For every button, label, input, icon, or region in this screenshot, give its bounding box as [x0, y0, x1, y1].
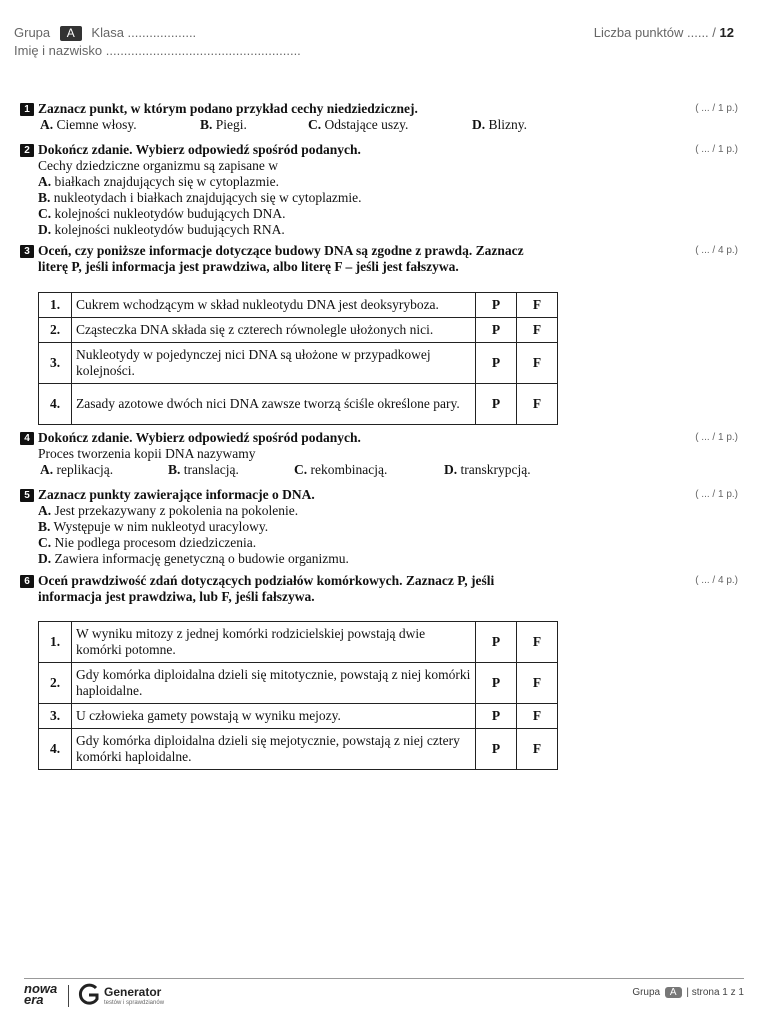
table-row [39, 622, 558, 663]
page-info [632, 987, 744, 998]
table-row [39, 729, 558, 770]
total-points: Liczba punktów ...... / 12 [593, 25, 734, 40]
false-option[interactable]: F [517, 729, 558, 770]
row-number: 4. [39, 384, 72, 425]
question-number: 4 [20, 432, 34, 445]
false-option[interactable]: F [517, 343, 558, 384]
option-a[interactable]: A. Ciemne włosy. [40, 117, 137, 132]
question-stem: Cechy dziedziczne organizmu są zapisane w [38, 158, 279, 173]
statement: Gdy komórka diploidalna dzieli się mejotycznie, powstają z niej cztery komórki haploidalne. [72, 729, 476, 770]
logo-divider [68, 985, 69, 1007]
table-row [39, 293, 558, 318]
statement: Zasady azotowe dwóch nici DNA zawsze tworzą ściśle określone pary. [72, 384, 476, 425]
question-number: 1 [20, 103, 34, 116]
option-d[interactable]: D. kolejności nukleotydów budujących RNA. [38, 222, 285, 237]
question-stem: Proces tworzenia kopii DNA nazywamy [38, 446, 256, 461]
table-row [39, 704, 558, 729]
option-c[interactable]: C. kolejności nukleotydów budujących DNA. [38, 206, 286, 221]
true-option[interactable]: P [476, 318, 517, 343]
true-option[interactable]: P [476, 729, 517, 770]
footer-group-badge: A [665, 987, 682, 998]
option-b[interactable]: B. Występuje w nim nukleotyd uracylowy. [38, 519, 269, 534]
false-option[interactable]: F [517, 622, 558, 663]
true-option[interactable]: P [476, 293, 517, 318]
table-row [39, 384, 558, 425]
row-number: 3. [39, 704, 72, 729]
statement: Cukrem wchodzącym w skład nukleotydu DNA jest deoksyryboza. [72, 293, 476, 318]
option-d[interactable]: D. Blizny. [472, 117, 527, 132]
table-row [39, 343, 558, 384]
statement: Gdy komórka diploidalna dzieli się mitotycznie, powstają z niej komórki haploidalne. [72, 663, 476, 704]
answer-options [40, 462, 738, 478]
false-option[interactable]: F [517, 704, 558, 729]
true-option[interactable]: P [476, 663, 517, 704]
question-text: Dokończ zdanie. Wybierz odpowiedź spośród podanych. [38, 430, 361, 445]
question-text: Oceń prawdziwość zdań dotyczących podziałów komórkowych. Zaznacz P, jeśli [38, 573, 495, 588]
true-false-table-q6 [38, 621, 558, 770]
question-1 [20, 101, 738, 133]
true-option[interactable]: P [476, 343, 517, 384]
question-6 [20, 573, 738, 605]
question-points: ( ... / 4 p.) [695, 245, 738, 256]
true-option[interactable]: P [476, 622, 517, 663]
table-row [39, 318, 558, 343]
footer-group-label: Grupa [632, 987, 661, 998]
question-5 [20, 487, 738, 567]
row-number: 1. [39, 622, 72, 663]
group-label: Grupa [14, 25, 51, 40]
false-option[interactable]: F [517, 318, 558, 343]
page-footer [24, 978, 744, 1015]
question-2 [20, 142, 738, 238]
question-number: 5 [20, 489, 34, 502]
generator-subtitle: testów i sprawdzianów [104, 1000, 165, 1006]
table-row [39, 663, 558, 704]
false-option[interactable]: F [517, 293, 558, 318]
question-4 [20, 430, 738, 478]
question-number: 3 [20, 245, 34, 258]
question-text-cont: literę P, jeśli informacja jest prawdziwa, albo literę F – jeśli jest fałszywa. [38, 259, 459, 274]
statement: Nukleotydy w pojedynczej nici DNA są ułożone w przypadkowej kolejności. [72, 343, 476, 384]
option-b[interactable]: B. translacją. [168, 462, 239, 477]
row-number: 1. [39, 293, 72, 318]
question-text: Zaznacz punkty zawierające informacje o DNA. [38, 487, 315, 502]
answer-options [40, 117, 738, 133]
row-number: 3. [39, 343, 72, 384]
question-points: ( ... / 1 p.) [695, 103, 738, 114]
question-number: 6 [20, 575, 34, 588]
page-number: | strona 1 z 1 [686, 987, 744, 998]
row-number: 2. [39, 318, 72, 343]
group-badge: A [60, 26, 82, 41]
question-number: 2 [20, 144, 34, 157]
question-points: ( ... / 1 p.) [695, 489, 738, 500]
generator-title: Generator [104, 985, 162, 999]
row-number: 2. [39, 663, 72, 704]
option-b[interactable]: B. nukleotydach i białkach znajdujących się w cytoplazmie. [38, 190, 362, 205]
option-c[interactable]: C. Odstające uszy. [308, 117, 409, 132]
option-a[interactable]: A. białkach znajdujących się w cytoplazmie. [38, 174, 280, 189]
statement: U człowieka gamety powstają w wyniku mejozy. [72, 704, 476, 729]
question-text: Zaznacz punkt, w którym podano przykład cechy niedziedzicznej. [38, 101, 418, 116]
option-c[interactable]: C. Nie podlega procesom dziedziczenia. [38, 535, 257, 550]
false-option[interactable]: F [517, 663, 558, 704]
option-d[interactable]: D. Zawiera informację genetyczną o budowie organizmu. [38, 551, 349, 566]
question-points: ( ... / 1 p.) [695, 432, 738, 443]
option-d[interactable]: D. transkrypcją. [444, 462, 531, 477]
class-field: Klasa ................... [91, 25, 197, 40]
option-b[interactable]: B. Piegi. [200, 117, 247, 132]
option-c[interactable]: C. rekombinacją. [294, 462, 388, 477]
header-line-1 [14, 24, 734, 42]
question-points: ( ... / 1 p.) [695, 144, 738, 155]
worksheet-header [14, 24, 734, 60]
true-option[interactable]: P [476, 704, 517, 729]
question-points: ( ... / 4 p.) [695, 575, 738, 586]
true-option[interactable]: P [476, 384, 517, 425]
statement: Cząsteczka DNA składa się z czterech równolegle ułożonych nici. [72, 318, 476, 343]
nowa-era-logo: nowa era [24, 981, 58, 1007]
row-number: 4. [39, 729, 72, 770]
true-false-table-q3 [38, 292, 558, 425]
option-a[interactable]: A. Jest przekazywany z pokolenia na pokolenie. [38, 503, 299, 518]
question-text-cont: informacja jest prawdziwa, lub F, jeśli fałszywa. [38, 589, 315, 604]
question-3 [20, 243, 738, 275]
question-text: Oceń, czy poniższe informacje dotyczące budowy DNA są zgodne z prawdą. Zaznacz [38, 243, 524, 258]
generator-g-icon [78, 983, 100, 1007]
statement: W wyniku mitozy z jednej komórki rodzicielskiej powstają dwie komórki potomne. [72, 622, 476, 663]
question-text: Dokończ zdanie. Wybierz odpowiedź spośród podanych. [38, 142, 361, 157]
name-field: Imię i nazwisko ...................................................... [14, 43, 301, 58]
false-option[interactable]: F [517, 384, 558, 425]
option-a[interactable]: A. replikacją. [40, 462, 114, 477]
